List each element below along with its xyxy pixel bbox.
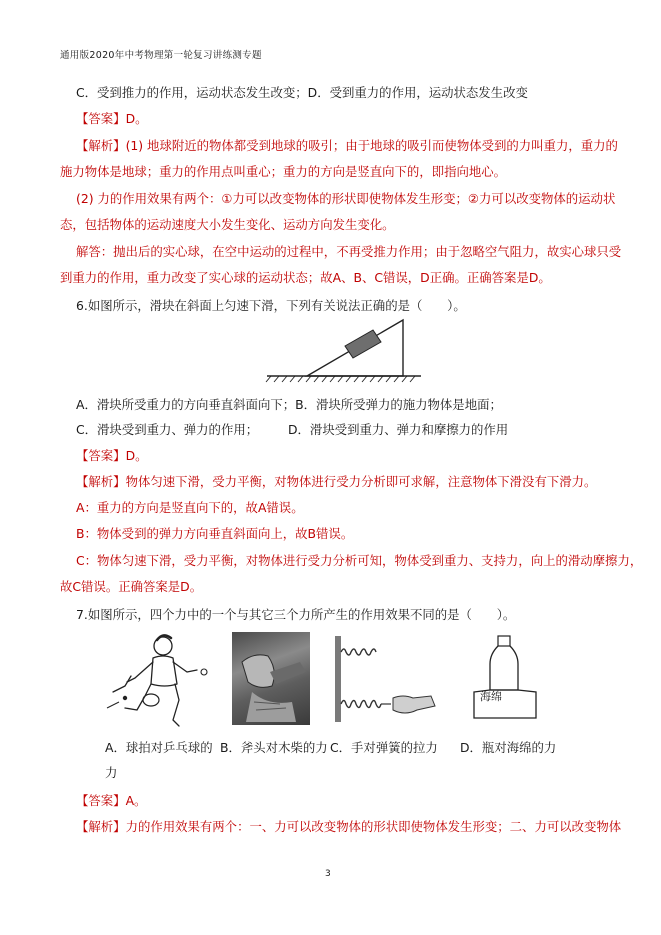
- q7-analysis-line-1: [76, 818, 621, 836]
- spring-hand-figure: [333, 634, 438, 727]
- answer-tag: 【答案】: [76, 448, 126, 463]
- slider-block: [345, 330, 381, 358]
- q6-stem: 6.如图所示，滑块在斜面上匀速下滑，下列有关说法正确的是（ ）。: [76, 298, 466, 313]
- analysis-tag: 【解析】: [76, 819, 126, 834]
- q6-analysis-c-line-2: 故C错误。正确答案是D。: [60, 579, 203, 594]
- bottle-sponge-figure: [470, 634, 540, 726]
- q7-stem: 7.如图所示，四个力中的一个与其它三个力所产生的作用效果不同的是（ ）。: [76, 607, 516, 622]
- sponge-label: 海绵: [480, 690, 502, 703]
- q7-answer: [76, 792, 146, 810]
- racket-player-figure: [105, 632, 213, 734]
- q7-option-a: A．球拍对乒乓球的: [105, 740, 213, 755]
- q6-option-d: D．滑块受到重力、弹力和摩擦力的作用: [288, 422, 509, 437]
- q5-options-cd: C．受到推力的作用，运动状态发生改变；D．受到重力的作用，运动状态发生改变: [76, 85, 528, 100]
- analysis-text: 物体匀速下滑，受力平衡，对物体进行受力分析即可求解，注意物体下滑没有下滑力。: [125, 474, 597, 489]
- answer-tag: 【答案】: [76, 793, 126, 808]
- q6-analysis-a: A：重力的方向是竖直向下的，故A错误。: [76, 500, 304, 515]
- axe-wood-figure: [232, 632, 310, 725]
- answer-value: A。: [125, 793, 147, 808]
- answer-value: D。: [125, 111, 148, 126]
- answer-value: D。: [125, 448, 148, 463]
- q5-analysis-line-1: [76, 137, 618, 155]
- analysis-text: (1) 地球附近的物体都受到地球的吸引；由于地球的吸引而使物体受到的力叫重力，重力的: [125, 138, 618, 153]
- q7-option-b: B．斧头对木柴的力: [220, 740, 328, 755]
- q5-analysis-line-3: (2) 力的作用效果有两个：①力可以改变物体的形状即使物体发生形变；②力可以改变物体的运动状: [76, 191, 616, 206]
- q5-analysis-line-2: 施力物体是地球；重力的作用点叫重心；重力的方向是竖直向下的，即指向地心。: [60, 164, 507, 179]
- q7-option-c: C．手对弹簧的拉力: [330, 740, 438, 755]
- incline-figure: [265, 318, 425, 384]
- q6-answer: [76, 447, 148, 465]
- analysis-tag: 【解析】: [76, 474, 126, 489]
- q6-analysis-line-1: [76, 473, 596, 491]
- analysis-tag: 【解析】: [76, 138, 126, 153]
- q5-analysis-line-6: 到重力的作用，重力改变了实心球的运动状态；故A、B、C错误，D正确。正确答案是D。: [60, 270, 551, 285]
- q6-option-c: C．滑块受到重力、弹力的作用；: [76, 422, 259, 437]
- q7-option-a-wrap: 力: [105, 765, 118, 780]
- q5-analysis-line-4: 态，包括物体的运动速度大小发生变化、运动方向发生变化。: [60, 217, 395, 232]
- q6-analysis-c-line-1: C：物体匀速下滑，受力平衡，对物体进行受力分析可知，物体受到重力、支持力，向上的滑动摩擦力，: [76, 553, 643, 568]
- analysis-text: 力的作用效果有两个：一、力可以改变物体的形状即使物体发生形变；二、力可以改变物体: [125, 819, 622, 834]
- page-number: 3: [325, 869, 331, 879]
- q6-analysis-b: B：物体受到的弹力方向垂直斜面向上，故B错误。: [76, 526, 354, 541]
- q5-answer: [76, 110, 148, 128]
- q7-option-d: D．瓶对海绵的力: [460, 740, 557, 755]
- page-header: 通用版2020年中考物理第一轮复习讲练测专题: [60, 50, 262, 61]
- q5-analysis-line-5: 解答：抛出后的实心球，在空中运动的过程中，不再受推力作用；由于忽略空气阻力，故实心球只受: [76, 244, 622, 259]
- answer-tag: 【答案】: [76, 111, 126, 126]
- q6-option-ab: A．滑块所受重力的方向垂直斜面向下；B．滑块所受弹力的施力物体是地面；: [76, 397, 502, 412]
